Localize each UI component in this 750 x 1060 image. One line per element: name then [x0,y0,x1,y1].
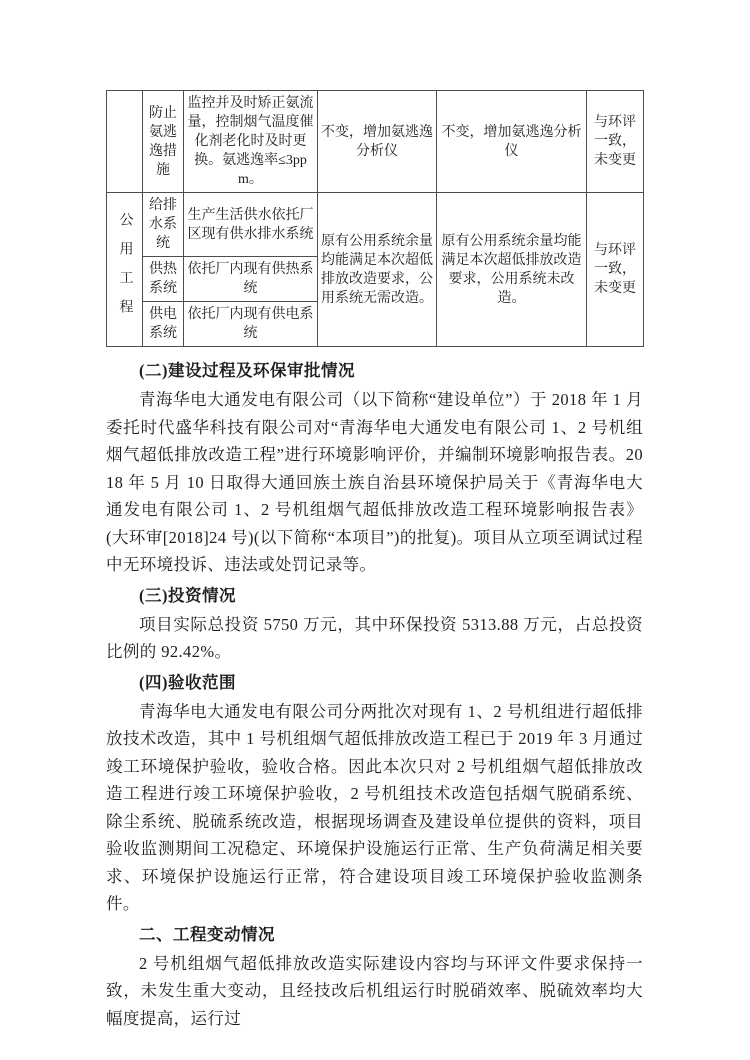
paragraph-construction-approval: 青海华电大通发电有限公司（以下简称“建设单位”）于 2018 年 1 月委托时代盛华科技有限公司对“青海华电大通发电有限公司 1、2 号机组烟气超低排放改造工程”进行环境影响评价，并编制环境影响报告表。2018 年 5 月 10 日取得大通回族土族自治县环境保护局关于《青海华电大通发电有限公司 1、2 号机组烟气超低排放改造工程环境影响报告表》(大环审[2018]24 号)(以下简称“本项目”)的批复)。项目从立项至调试过程中无环境投诉、违法或处罚记录等。 [106,390,643,574]
paragraph-acceptance-scope: 青海华电大通发电有限公司分两批次对现有 1、2 号机组进行超低排放技术改造，其中 1 号机组烟气超低排放改造工程已于 2019 年 3 月通过竣工环境保护验收，验收合格。因此本次只对 2 号机组烟气超低排放改造工程进行竣工环境保护验收，2 号机组技术改造包括烟气脱硝系统、除尘系统、脱硫系统改造，根据现场调查及建设单位提供的资料，项目验收监测期间工况稳定、环境保护设施运行正常、生产负荷满足相关要求、环境保护设施运行正常，符合建设项目竣工环境保护验收监测条件。 [106,701,643,913]
section-heading-acceptance-scope: (四)验收范围 [139,672,236,692]
section-investment [106,582,643,666]
cell-design-change-ammonia: 不变，增加氨逃逸分析仪 [318,91,437,193]
vertical-group-label: 公用工程 [117,211,133,328]
cell-group-empty [107,91,143,193]
cell-design-change-utilities: 原有公用系统余量均能满足本次超低排放改造要求，公用系统无需改造。 [318,193,437,347]
cell-desc-heat-system: 依托厂内现有供热系统 [184,257,318,302]
cell-epa-requirement-ammonia: 监控并及时矫正氨流量，控制烟气温度催化剂老化时及时更换。氨逃逸率≤3ppm。 [184,91,318,193]
cell-group-public-utilities [107,193,143,347]
cell-actual-change-utilities: 原有公用系统余量均能满足本次超低排放改造要求，公用系统未改造。 [437,193,587,347]
section-heading-investment: (三)投资情况 [139,585,236,605]
cell-actual-change-ammonia: 不变，增加氨逃逸分析仪 [437,91,587,193]
cell-desc-power-system: 依托厂内现有供电系统 [184,302,318,347]
section-heading-construction-approval: (二)建设过程及环保审批情况 [139,361,355,380]
section-construction-approval [106,357,643,579]
paragraph-project-changes: 2 号机组烟气超低排放改造实际建设内容均与环评文件要求保持一致，未发生重大变动，且经技改后机组运行时脱硝效率、脱硫效率均大幅度提高，运行过 [106,953,643,1028]
cell-item-heat-system: 供热系统 [143,257,184,302]
cell-desc-water-system: 生产生活供水依托厂区现有供水排水系统 [184,193,318,257]
table-row-water-supply [107,193,644,257]
section-project-changes [106,921,643,1033]
epa-requirements-table [106,90,644,347]
section-heading-project-changes: 二、工程变动情况 [139,924,275,944]
section-acceptance-scope [106,669,643,918]
table-row-ammonia-escape [107,91,644,193]
cell-item-power-system: 供电系统 [143,302,184,347]
cell-item-ammonia: 防止氨逃逸措施 [143,91,184,193]
cell-item-water-system: 给排水系统 [143,193,184,257]
document-body [106,357,643,1032]
paragraph-investment: 项目实际总投资 5750 万元，其中环保投资 5313.88 万元，占总投资比例的 92.42%。 [106,614,643,661]
cell-conclusion-ammonia: 与环评一致，未变更 [587,91,644,193]
cell-conclusion-utilities: 与环评一致，未变更 [587,193,644,347]
